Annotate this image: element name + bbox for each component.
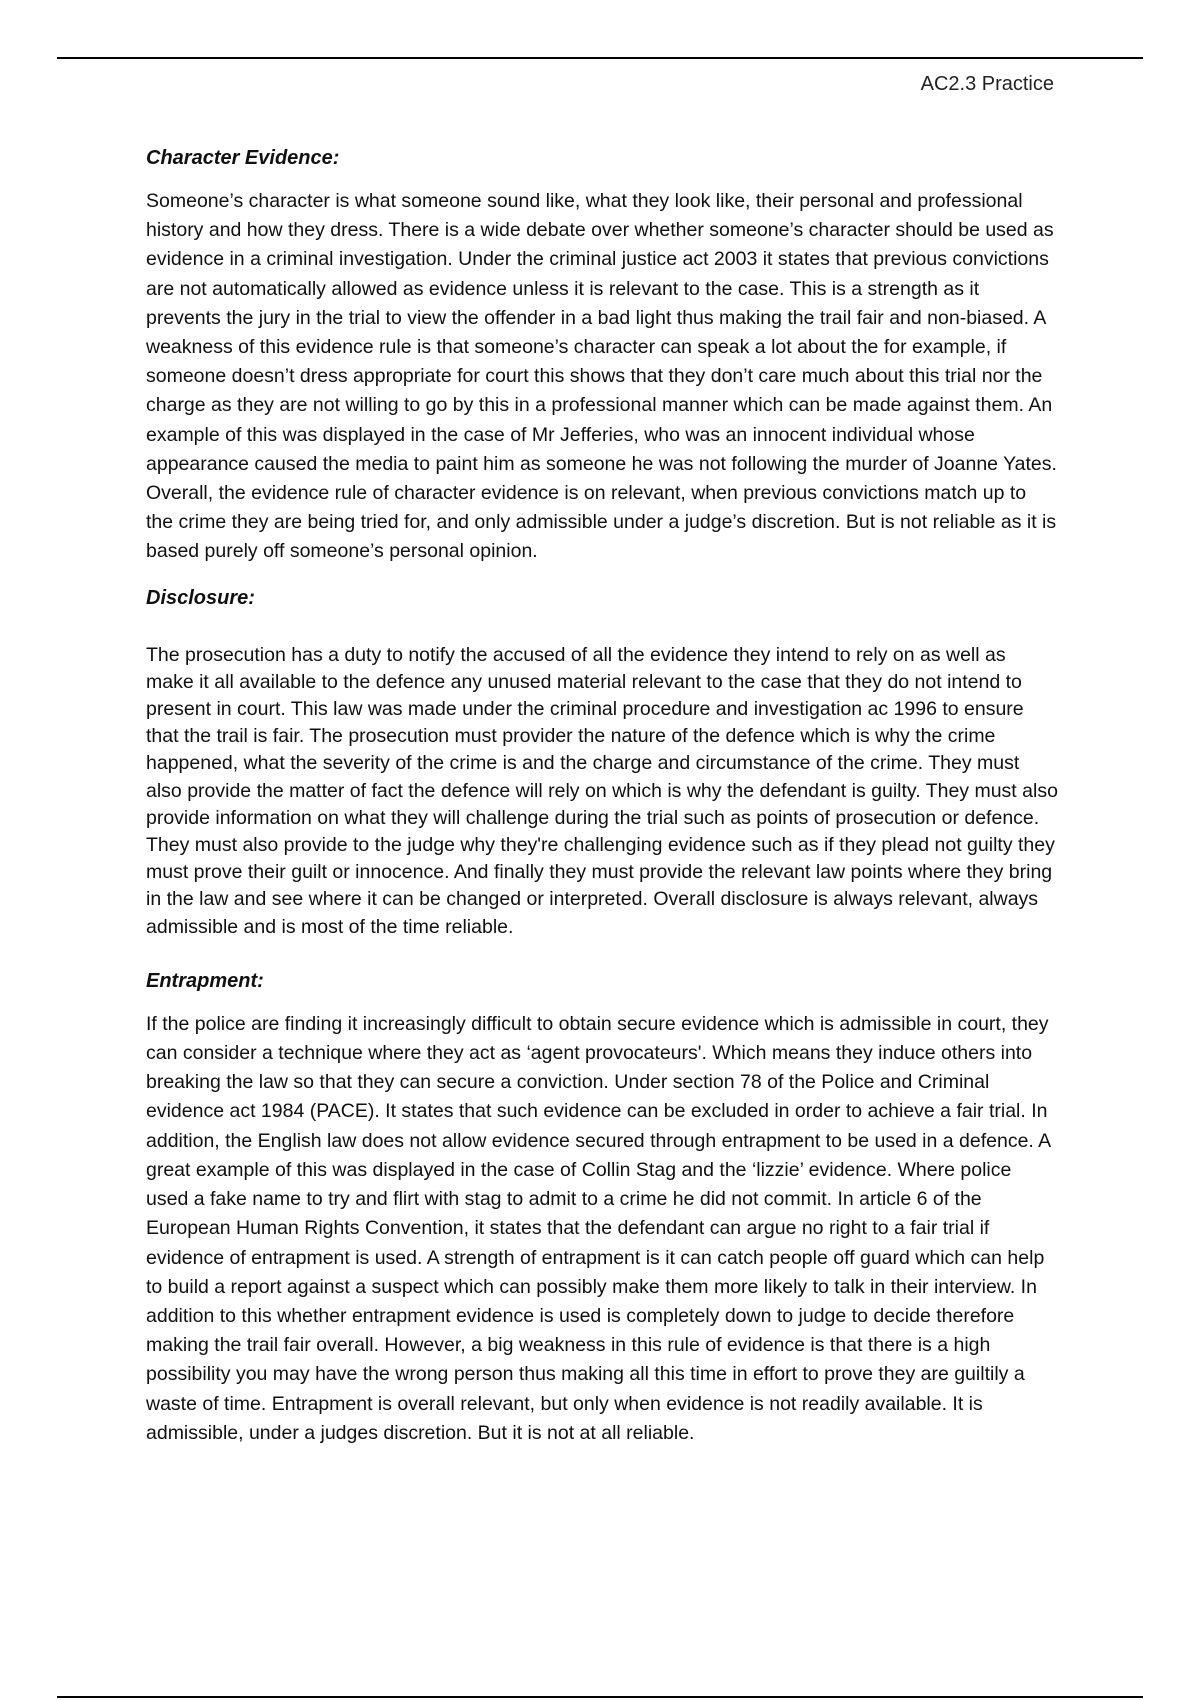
page-header-label: AC2.3 Practice <box>920 73 1054 95</box>
section-heading-character-evidence: Character Evidence: <box>146 147 340 169</box>
document-body <box>146 144 1058 1448</box>
section-heading-entrapment: Entrapment: <box>146 969 264 992</box>
section-body-entrapment: If the police are finding it increasingly difficult to obtain secure evidence which is admissible in court, they can consider a technique where they act as ‘agent provocateurs'. Which means they induce others into breaking the law so that they can secure a conviction. Under section 78 of the Police and Criminal evidence act 1984 (PACE). It states that such evidence can be excluded in order to achieve a fair trial. In addition, the English law does not allow evidence secured through entrapment to be used in a defence. A great example of this was displayed in the case of Collin Stag and the ‘lizzie’ evidence. Where police used a fake name to try and flirt with stag to admit to a crime he did not commit. In article 6 of the European Human Rights Convention, it states that the defendant can argue no right to a fair trial if evidence of entrapment is used. A strength of entrapment is it can catch people off guard which can help to build a report against a suspect which can possibly make them more likely to talk in their interview. In addition to this whether entrapment evidence is used is completely down to judge to decide therefore making the trail fair overall. However, a big weakness in this rule of evidence is that there is a high possibility you may have the wrong person thus making all this time in effort to prove they are guiltily a waste of time. Entrapment is overall relevant, but only when evidence is not readily available. It is admissible, under a judges discretion. But it is not at all reliable. <box>146 1012 1051 1444</box>
section-body-character-evidence: Someone’s character is what someone sound like, what they look like, their personal and professional history and how they dress. There is a wide debate over whether someone’s character should be used as evidence in a criminal investigation. Under the criminal justice act 2003 it states that previous convictions are not automatically allowed as evidence unless it is relevant to the case. This is a strength as it prevents the jury in the trial to view the offender in a bad light thus making the trail fair and non-biased. A weakness of this evidence rule is that someone’s character can speak a lot about the for example, if someone doesn’t dress appropriate for court this shows that they don’t care much about this trial nor the charge as they are not willing to go by this in a professional manner which can be made against them. An example of this was displayed in the case of Mr Jefferies, who was an innocent individual whose appearance caused the media to paint him as someone he was not following the murder of Joanne Yates. Overall, the evidence rule of character evidence is on relevant, when previous convictions match up to the crime they are being tried for, and only admissible under a judge’s discretion. But is not reliable as it is based purely off someone’s personal opinion. <box>146 190 1057 563</box>
header-rule <box>57 57 1143 59</box>
footer-rule <box>57 1696 1143 1698</box>
section-body-disclosure: The prosecution has a duty to notify the accused of all the evidence they intend to rely on as well as make it all available to the defence any unused material relevant to the case that they do not intend to present in court. This law was made under the criminal procedure and investigation ac 1996 to ensure that the trail is fair. The prosecution must provider the nature of the defence which is why the crime happened, what the severity of the crime is and the charge and circumstance of the crime. They must also provide the matter of fact the defence will rely on which is why the defendant is guilty. They must also provide information on what they will challenge during the trial such as points of prosecution or defence. They must also provide to the judge why they're challenging evidence such as if they plead not guilty they must prove their guilt or innocence. And finally they must provide the relevant law points where they bring in the law and see where it can be changed or interpreted. Overall disclosure is always relevant, always admissible and is most of the time reliable. <box>146 643 1058 938</box>
section-heading-disclosure: Disclosure: <box>146 586 255 609</box>
